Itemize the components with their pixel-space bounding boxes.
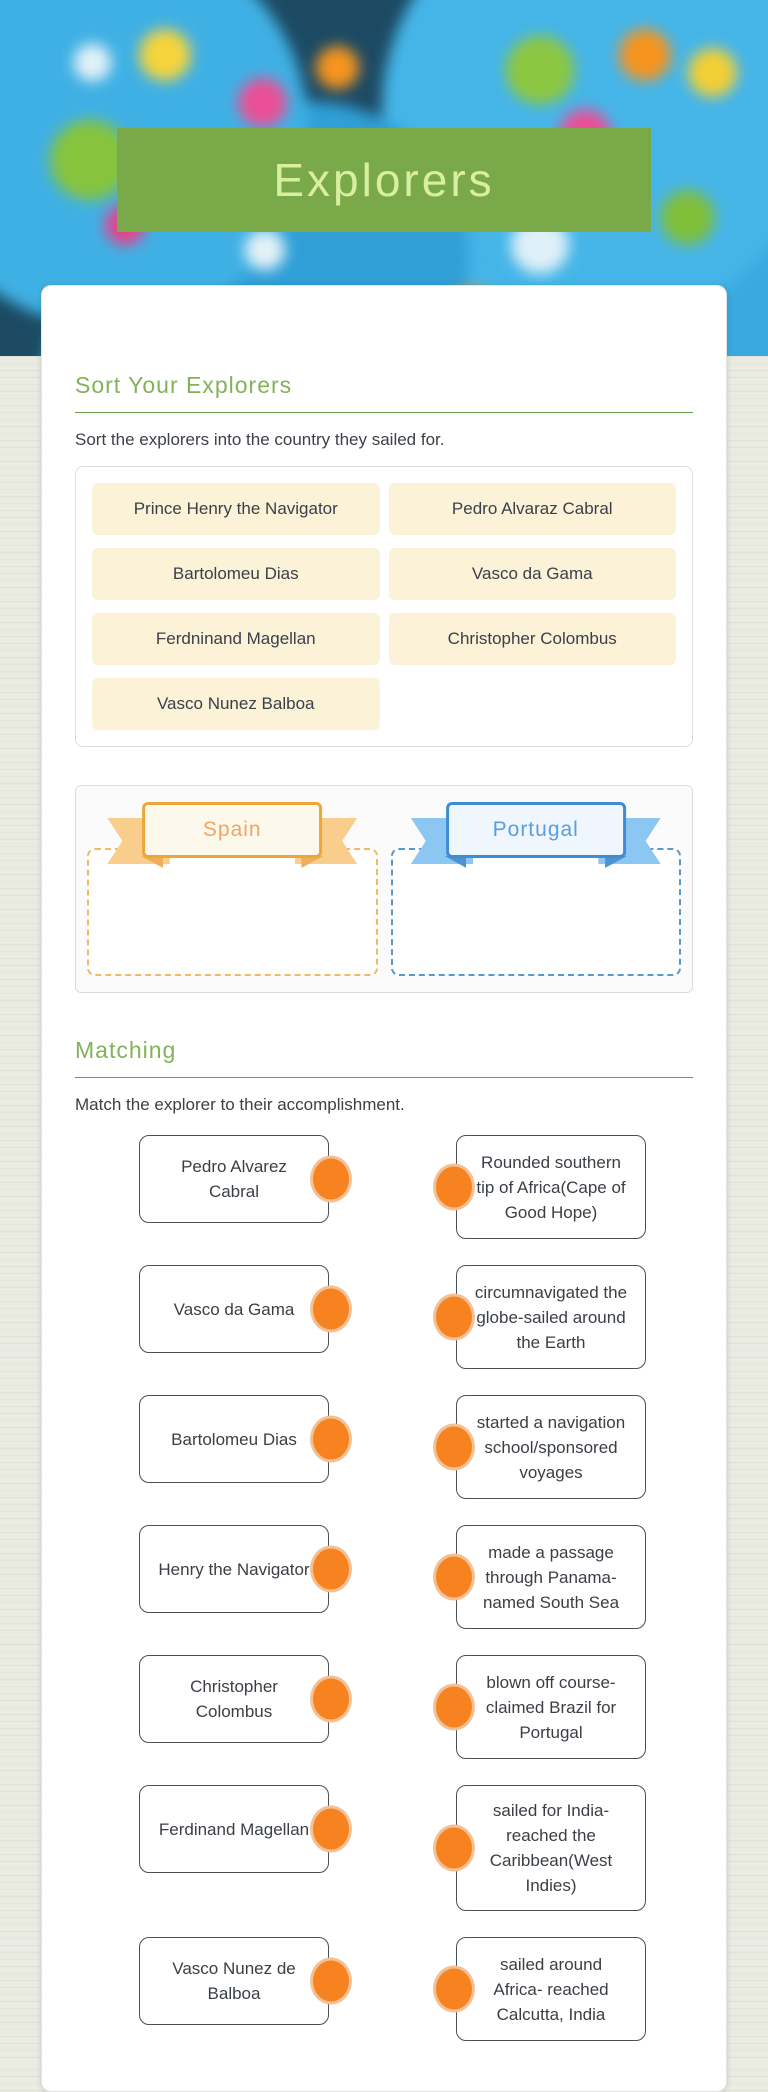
match-accomplishment-box bbox=[456, 1265, 646, 1369]
match-explorer-box bbox=[139, 1655, 329, 1743]
match-accomplishment-label: circumnavigated the globe-sailed around the Earth bbox=[474, 1282, 628, 1352]
match-connector[interactable] bbox=[310, 1546, 352, 1593]
match-explorer-box bbox=[139, 1135, 329, 1223]
match-explorer-label: Vasco Nunez de Balboa bbox=[172, 1959, 296, 2003]
match-row bbox=[75, 1525, 693, 1629]
match-explorer-label: Henry the Navigator bbox=[158, 1559, 310, 1579]
match-connector[interactable] bbox=[433, 1966, 475, 2013]
portugal-ribbon-icon bbox=[411, 802, 661, 868]
match-accomplishment-label: made a passage through Panama- named South Sea bbox=[482, 1542, 620, 1612]
match-connector[interactable] bbox=[433, 1684, 475, 1731]
match-connector[interactable] bbox=[310, 1286, 352, 1333]
match-connector[interactable] bbox=[310, 1806, 352, 1853]
match-accomplishment-box bbox=[456, 1937, 646, 2041]
match-connector[interactable] bbox=[310, 1416, 352, 1463]
sort-instruction: Sort the explorers into the country they sailed for. bbox=[75, 430, 445, 449]
match-row bbox=[75, 1785, 693, 1911]
match-connector[interactable] bbox=[433, 1294, 475, 1341]
section-divider bbox=[75, 1077, 693, 1078]
drop-zone-portugal bbox=[391, 798, 682, 976]
match-explorer-label: Pedro Alvarez Cabral bbox=[181, 1157, 287, 1201]
match-accomplishment-label: started a navigation school/sponsored voyages bbox=[476, 1412, 626, 1482]
match-accomplishment-label: sailed around Africa- reached Calcutta, India bbox=[493, 1954, 609, 2024]
explorer-chip[interactable]: Bartolomeu Dias bbox=[92, 548, 380, 600]
explorer-chip[interactable]: Christopher Colombus bbox=[389, 613, 677, 665]
match-connector[interactable] bbox=[433, 1825, 475, 1872]
match-explorer-box bbox=[139, 1395, 329, 1483]
match-accomplishment-box bbox=[456, 1655, 646, 1759]
spain-ribbon-icon bbox=[107, 802, 357, 868]
explorer-chip[interactable]: Prince Henry the Navigator bbox=[92, 483, 380, 535]
match-explorer-box bbox=[139, 1785, 329, 1873]
match-accomplishment-label: Rounded southern tip of Africa(Cape of Good Hope) bbox=[476, 1152, 626, 1222]
matching-instruction: Match the explorer to their accomplishment. bbox=[75, 1095, 405, 1114]
match-explorer-label: Christopher Colombus bbox=[190, 1677, 278, 1721]
page-title: Explorers bbox=[273, 154, 495, 206]
match-explorer-box bbox=[139, 1525, 329, 1613]
match-accomplishment-box bbox=[456, 1525, 646, 1629]
explorer-chip[interactable]: Vasco Nunez Balboa bbox=[92, 678, 380, 730]
match-row bbox=[75, 1395, 693, 1499]
match-explorer-box bbox=[139, 1937, 329, 2025]
worksheet-card bbox=[41, 285, 727, 2092]
bin-label-portugal: Portugal bbox=[446, 802, 626, 858]
match-connector[interactable] bbox=[310, 1958, 352, 2005]
match-connector[interactable] bbox=[310, 1676, 352, 1723]
sort-section-heading: Sort Your Explorers bbox=[75, 372, 293, 398]
match-connector[interactable] bbox=[433, 1424, 475, 1471]
match-accomplishment-label: sailed for India- reached the Caribbean(West Indies) bbox=[489, 1801, 613, 1895]
match-explorer-box bbox=[139, 1265, 329, 1353]
match-explorer-label: Vasco da Gama bbox=[173, 1299, 295, 1319]
match-row bbox=[75, 1655, 693, 1759]
sort-bins-container bbox=[75, 785, 693, 993]
match-connector[interactable] bbox=[433, 1554, 475, 1601]
match-connector[interactable] bbox=[433, 1164, 475, 1211]
bin-label-spain: Spain bbox=[142, 802, 322, 858]
explorer-chips-grid bbox=[92, 483, 676, 730]
explorer-chips-container bbox=[75, 466, 693, 747]
explorer-chip[interactable]: Vasco da Gama bbox=[389, 548, 677, 600]
match-row bbox=[75, 1937, 693, 2041]
explorer-chip[interactable]: Ferdninand Magellan bbox=[92, 613, 380, 665]
matching-section-heading: Matching bbox=[75, 1037, 177, 1063]
match-accomplishment-label: blown off course- claimed Brazil for Portugal bbox=[485, 1672, 617, 1742]
explorer-chip[interactable]: Pedro Alvaraz Cabral bbox=[389, 483, 677, 535]
match-explorer-label: Bartolomeu Dias bbox=[171, 1429, 297, 1449]
match-accomplishment-box bbox=[456, 1395, 646, 1499]
match-explorer-label: Ferdinand Magellan bbox=[158, 1819, 310, 1839]
drop-zone-spain bbox=[87, 798, 378, 976]
matching-rows-container bbox=[75, 1135, 693, 2041]
section-divider bbox=[75, 412, 693, 413]
match-connector[interactable] bbox=[310, 1156, 352, 1203]
match-row bbox=[75, 1135, 693, 1239]
match-row bbox=[75, 1265, 693, 1369]
match-accomplishment-box bbox=[456, 1785, 646, 1911]
title-banner bbox=[117, 128, 651, 232]
match-accomplishment-box bbox=[456, 1135, 646, 1239]
